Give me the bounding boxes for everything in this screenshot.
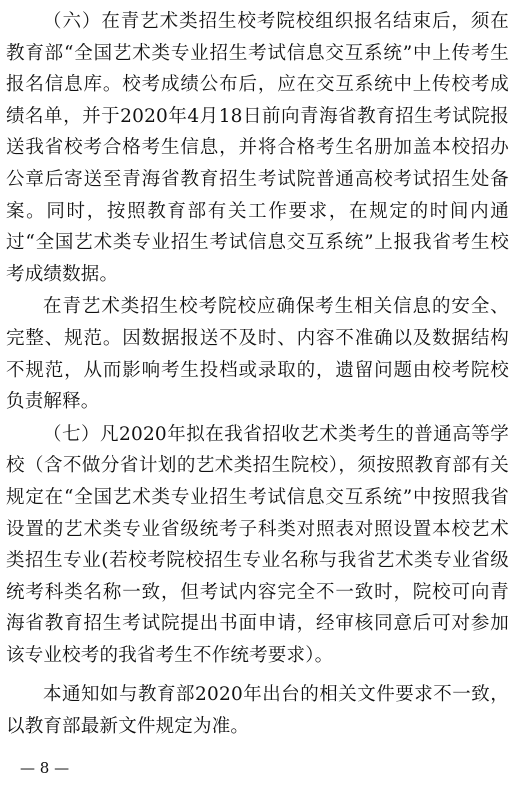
page-number: — 8 — bbox=[20, 759, 70, 777]
paragraph-data-responsibility: 在青艺术类招生校考院校应确保考生相关信息的安全、完整、规范。因数据报送不及时、内容不准确以及数据结构不规范，从而影响考生投档或录取的，遗留问题由校考院校负责解释。 bbox=[6, 296, 509, 413]
document-body bbox=[6, 6, 509, 743]
paragraph-six: （六）在青艺术类招生校考院校组织报名结束后，须在教育部“全国艺术类专业招生考试信息交互系统”中上传考生报名信息库。校考成绩公布后，应在交互系统中上传校考成绩名单，并于2020年4月18日前向青海省教育招生考试院报送我省校考合格考生信息，并将合格考生名册加盖本校招办公章后寄送至青海省教育招生考试院普通高校考试招生处备案。同时，按照教育部有关工作要求，在规定的时间内通过“全国艺术类专业招生考试信息交互系统”上报我省考生校考成绩数据。 bbox=[6, 11, 509, 285]
paragraph-gap bbox=[6, 671, 509, 679]
paragraph-seven: （七）凡2020年拟在我省招收艺术类考生的普通高等学校（含不做分省计划的艺术类招生院校），须按照教育部有关规定在“全国艺术类专业招生考试信息交互系统”中按照我省设置的艺术类专业省级统考子科类对照表对照设置本校艺术类招生专业(若校考院校招生专业名称与我省艺术类专业省级统考科类名称一致，但考试内容完全不一致时，院校可向青海省教育招生考试院提出书面申请，经审核同意后可对参加该专业校考的我省考生不作统考要求）。 bbox=[6, 423, 509, 666]
paragraph-closing-note: 本通知如与教育部2020年出台的相关文件要求不一致，以教育部最新文件规定为准。 bbox=[6, 684, 509, 738]
